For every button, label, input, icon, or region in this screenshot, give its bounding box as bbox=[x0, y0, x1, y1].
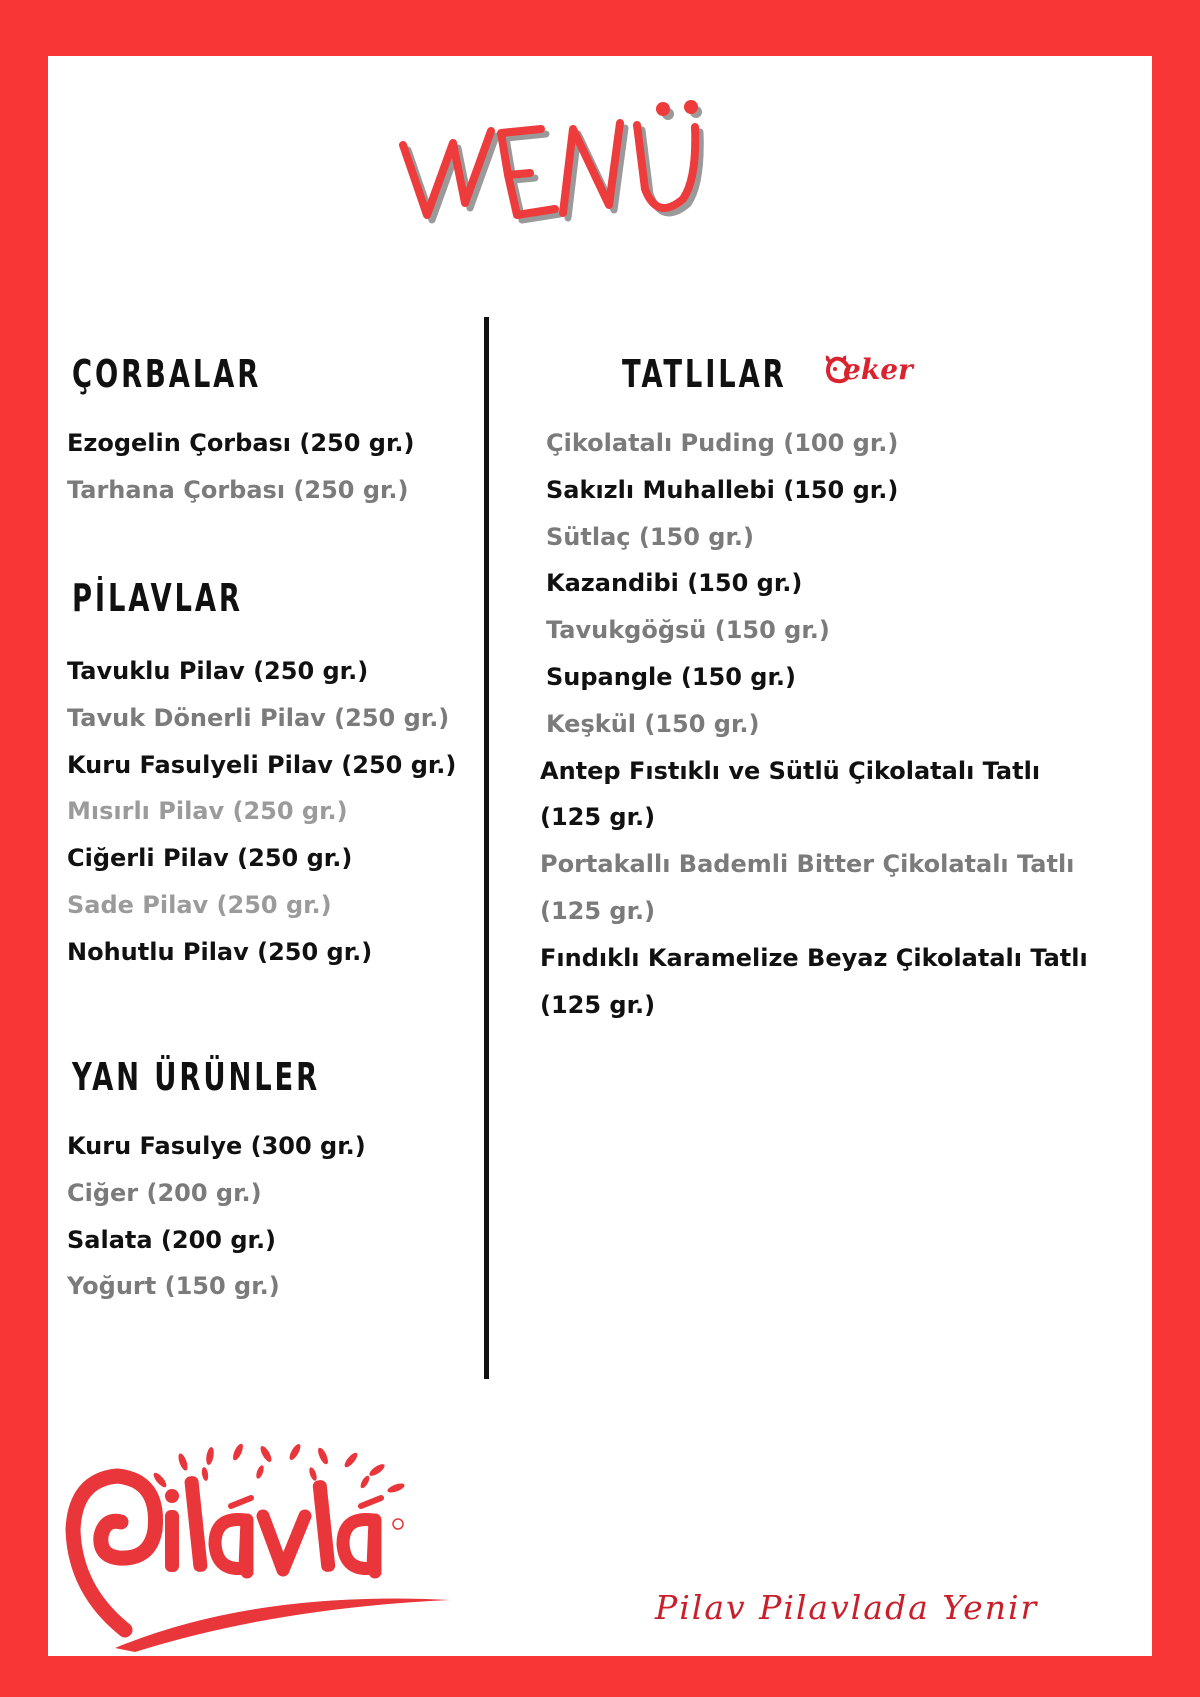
list-item: Antep Fıstıklı ve Sütlü Çikolatalı Tatlı bbox=[540, 756, 1041, 785]
eker-wordmark: eker bbox=[843, 353, 913, 386]
list-item: Mısırlı Pilav (250 gr.) bbox=[67, 797, 348, 826]
list-item: Salata (200 gr.) bbox=[67, 1225, 277, 1254]
column-divider bbox=[484, 317, 489, 1379]
section-title-pilavlar: PİLAVLAR bbox=[72, 576, 243, 620]
list-item: Tavuk Dönerli Pilav (250 gr.) bbox=[67, 703, 450, 732]
list-item: Yoğurt (150 gr.) bbox=[67, 1272, 280, 1301]
list-item: Kuru Fasulyeli Pilav (250 gr.) bbox=[67, 750, 457, 779]
list-item: Kazandibi (150 gr.) bbox=[546, 569, 803, 598]
list-item: Supangle (150 gr.) bbox=[546, 662, 796, 691]
list-item: (125 gr.) bbox=[540, 990, 656, 1019]
pilavlar-list bbox=[67, 648, 456, 976]
menu-title bbox=[395, 85, 795, 245]
list-item: Sakızlı Muhallebi (150 gr.) bbox=[546, 475, 899, 504]
corbalar-list bbox=[67, 420, 414, 514]
section-title-yan-urunler: YAN ÜRÜNLER bbox=[72, 1055, 321, 1099]
list-item: Sade Pilav (250 gr.) bbox=[67, 890, 332, 919]
section-title-corbalar: ÇORBALAR bbox=[72, 352, 262, 396]
pilavla-logo bbox=[55, 1440, 455, 1655]
list-item: Keşkül (150 gr.) bbox=[546, 709, 760, 738]
list-item: Çikolatalı Puding (100 gr.) bbox=[546, 429, 899, 457]
yan-urunler-list bbox=[67, 1123, 366, 1310]
section-title-tatlilar: TATLILAR bbox=[622, 352, 787, 396]
list-item: Tavukgöğsü (150 gr.) bbox=[546, 616, 830, 645]
list-item: Kuru Fasulye (300 gr.) bbox=[67, 1132, 366, 1160]
list-item: Ezogelin Çorbası (250 gr.) bbox=[67, 429, 415, 457]
tatlilar-list bbox=[540, 420, 1088, 1028]
list-item: Tarhana Çorbası (250 gr.) bbox=[67, 475, 409, 504]
list-item: (125 gr.) bbox=[540, 803, 656, 832]
list-item: Fındıklı Karamelize Beyaz Çikolatalı Tatlı bbox=[540, 943, 1088, 972]
list-item: Sütlaç (150 gr.) bbox=[546, 522, 754, 551]
eker-logo bbox=[823, 347, 923, 395]
list-item: Ciğerli Pilav (250 gr.) bbox=[67, 844, 353, 873]
list-item: Nohutlu Pilav (250 gr.) bbox=[67, 937, 373, 966]
list-item: Tavuklu Pilav (250 gr.) bbox=[67, 657, 369, 685]
tagline: Pilav Pilavlada Yenir bbox=[655, 1588, 1039, 1627]
list-item: (125 gr.) bbox=[540, 896, 656, 925]
list-item: Portakallı Bademli Bitter Çikolatalı Tatlı bbox=[540, 850, 1075, 879]
list-item: Ciğer (200 gr.) bbox=[67, 1178, 262, 1207]
